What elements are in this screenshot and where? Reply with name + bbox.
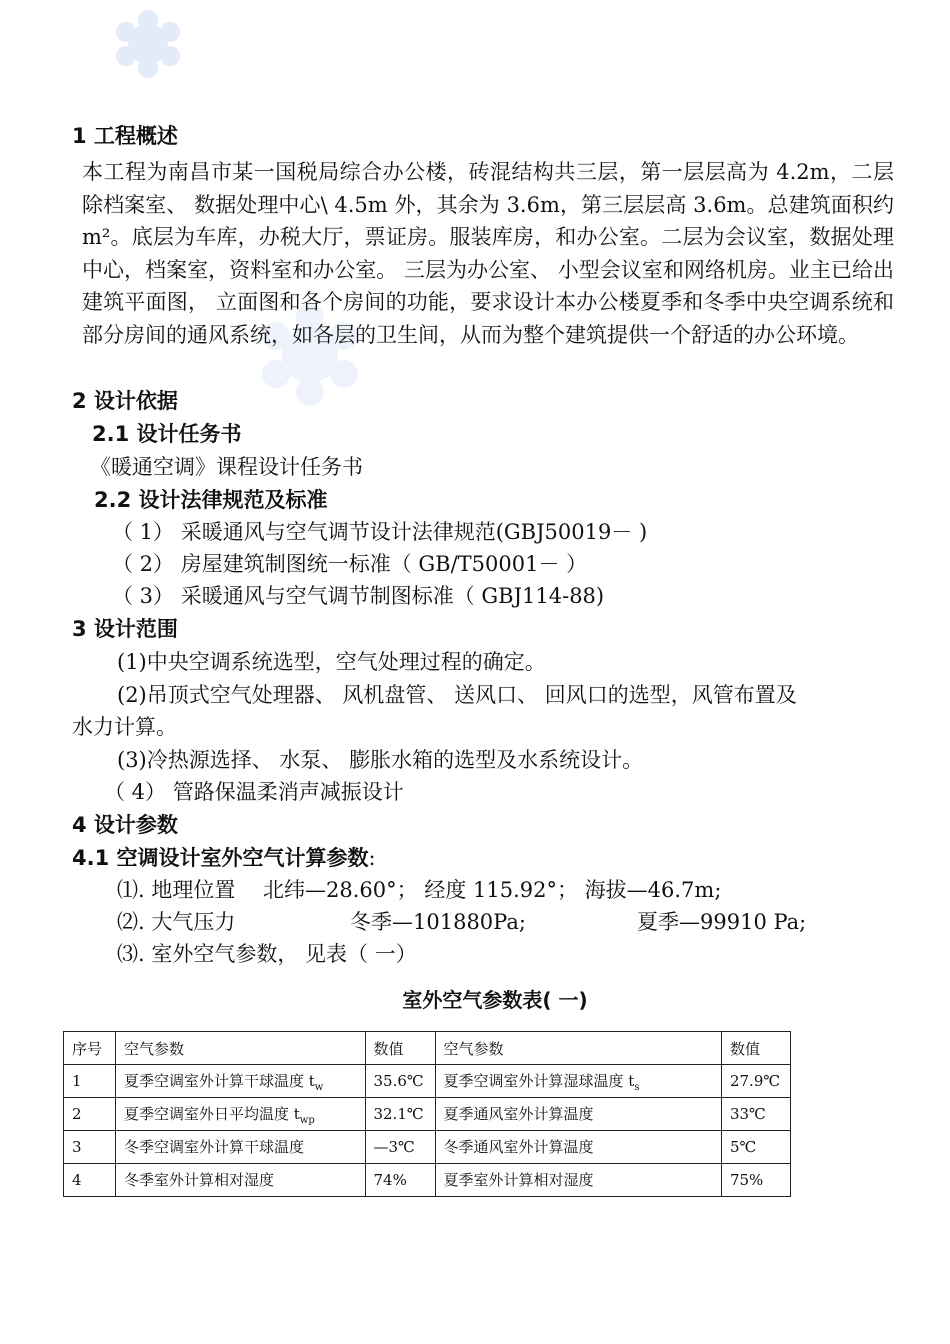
param-subscript: s	[634, 1081, 640, 1093]
header-cell: 空气参数	[115, 1032, 365, 1065]
param-name: 夏季室外计算相对湿度	[443, 1170, 594, 1189]
table-cell: 5℃	[721, 1131, 790, 1164]
standard-item-1: （ 1） 采暖通风与空气调节设计法律规范(GBJ50019－ )	[112, 520, 648, 544]
scope-item-2-cont: 水力计算。	[72, 715, 177, 739]
table-cell	[115, 1098, 365, 1131]
section-2-1-heading: 2.1 设计任务书	[92, 422, 242, 446]
header-cell: 数值	[721, 1032, 790, 1065]
table-cell	[435, 1098, 721, 1131]
table-cell: 4	[64, 1164, 116, 1197]
param-item-2-winter: 冬季—101880Pa;	[350, 910, 526, 934]
section-2-2-heading: 2.2 设计法律规范及标准	[94, 488, 328, 512]
scope-item-2: (2)吊顶式空气处理器、 风机盘管、 送风口、 回风口的选型，风管布置及	[117, 683, 797, 707]
table-cell: 1	[64, 1065, 116, 1098]
param-name: 夏季空调室外计算湿球温度 t	[443, 1071, 635, 1090]
param-name: 冬季空调室外计算干球温度	[123, 1137, 304, 1156]
scope-item-1: (1)中央空调系统选型，空气处理过程的确定。	[117, 650, 546, 674]
table-header-row	[64, 1032, 791, 1065]
param-item-2-label: ⑵. 大气压力	[117, 910, 236, 934]
table-cell	[115, 1164, 365, 1197]
section-1-body: 本工程为南昌市某一国税局综合办公楼，砖混结构共三层，第一层层高为 4.2m，二层除档案室、 数据处理中心\ 4.5m 外，其余为 3.6m，第三层层高 3.6m。总建筑面积约 m²。底层为车库，办税大厅，票证房。服装库房，和办公室。二层为会议室，数据处理中心，档案室，资料室和办公室。 三层为办公室、 小型会议室和网络机房。业主已给出建筑平面图， 立面图和各个房间的功能，要求设计本办公楼夏季和冬季中央空调系统和部分房间的通风系统，如各层的卫生间，从而为整个建筑提供一个舒适的办公环境。	[82, 160, 894, 347]
section-4-1-heading-row	[72, 842, 376, 874]
table-row	[64, 1131, 791, 1164]
table-cell	[115, 1065, 365, 1098]
header-cell: 空气参数	[435, 1032, 721, 1065]
param-subscript: wp	[299, 1114, 315, 1126]
scope-item-3: (3)冷热源选择、 水泵、 膨胀水箱的选型及水系统设计。	[117, 748, 644, 772]
table-cell: —3℃	[365, 1131, 435, 1164]
param-item-1: ⑴. 地理位置 北纬—28.60°； 经度 115.92°； 海拔—46.7m;	[117, 878, 722, 902]
standard-item-2: （ 2） 房屋建筑制图统一标准（ GB/T50001－ ）	[112, 552, 588, 576]
snowflake-watermark-icon	[108, 8, 188, 80]
header-cell: 数值	[365, 1032, 435, 1065]
table-cell: 74%	[365, 1164, 435, 1197]
param-name: 夏季空调室外日平均温度 t	[123, 1104, 300, 1123]
table-cell	[435, 1065, 721, 1098]
table-cell: 32.1℃	[365, 1098, 435, 1131]
table-cell: 27.9℃	[721, 1065, 790, 1098]
table-cell	[435, 1131, 721, 1164]
header-cell: 序号	[64, 1032, 116, 1065]
section-3-heading: 3 设计范围	[72, 617, 178, 641]
param-name: 夏季空调室外计算干球温度 t	[123, 1071, 315, 1090]
section-2-1-body: 《暖通空调》课程设计任务书	[90, 455, 363, 479]
table-cell: 75%	[721, 1164, 790, 1197]
param-name: 夏季通风室外计算温度	[443, 1104, 594, 1123]
colon: :	[368, 846, 376, 870]
table-row	[64, 1098, 791, 1131]
table-cell	[115, 1131, 365, 1164]
param-item-3: ⑶. 室外空气参数， 见表（ 一）	[117, 942, 417, 966]
param-name: 冬季室外计算相对湿度	[123, 1170, 274, 1189]
section-4-heading: 4 设计参数	[72, 813, 178, 837]
param-item-2-summer: 夏季—99910 Pa;	[637, 910, 807, 934]
section-1-heading: 1 工程概述	[72, 124, 178, 148]
table-cell: 3	[64, 1131, 116, 1164]
table-row	[64, 1164, 791, 1197]
param-subscript: w	[314, 1081, 324, 1093]
section-2-heading: 2 设计依据	[72, 389, 178, 413]
table-cell	[435, 1164, 721, 1197]
table-cell: 2	[64, 1098, 116, 1131]
scope-item-4: （ 4） 管路保温柔消声减振设计	[104, 780, 404, 804]
param-name: 冬季通风室外计算温度	[443, 1137, 594, 1156]
table-row	[64, 1065, 791, 1098]
section-4-1-heading: 4.1 空调设计室外空气计算参数	[72, 846, 369, 870]
outdoor-params-table	[63, 1031, 791, 1197]
standard-item-3: （ 3） 采暖通风与空气调节制图标准（ GBJ114-88)	[112, 584, 605, 608]
table-title: 室外空气参数表( 一)	[402, 988, 588, 1012]
table-cell: 35.6℃	[365, 1065, 435, 1098]
table-cell: 33℃	[721, 1098, 790, 1131]
